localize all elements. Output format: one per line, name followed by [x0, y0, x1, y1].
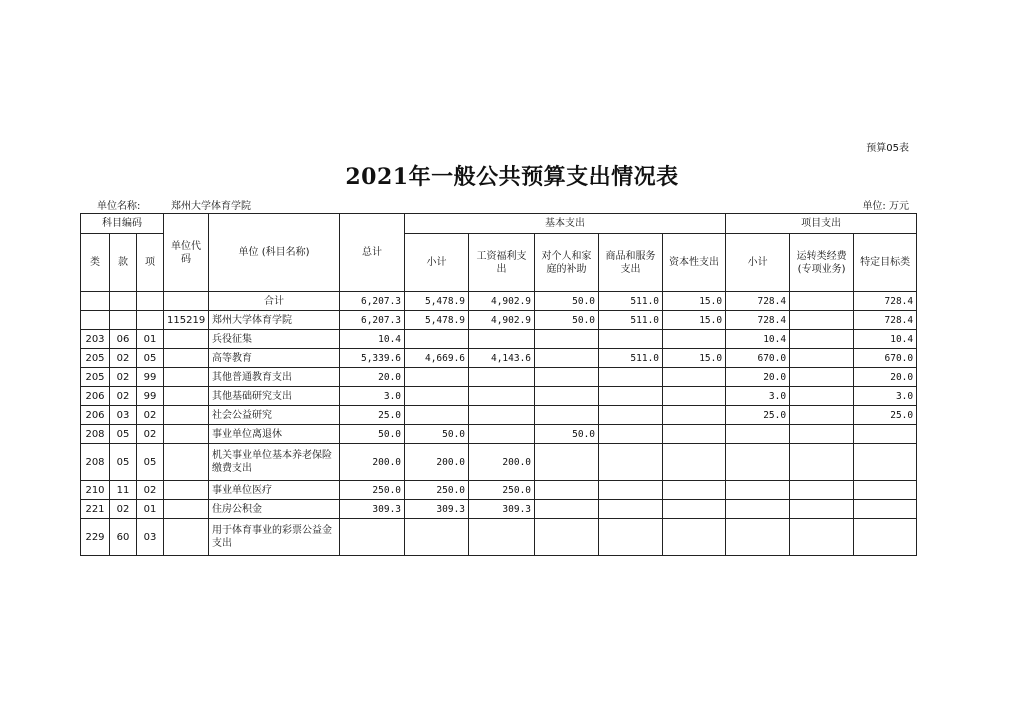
- cell-xiang: 01: [137, 330, 164, 349]
- cell-kuan: 03: [110, 406, 137, 425]
- cell-name: 合计: [209, 292, 340, 311]
- header-unit-code: 单位代码: [164, 214, 209, 292]
- cell-project-subtotal: 728.4: [726, 311, 790, 330]
- cell-basic-subtotal: [405, 519, 469, 556]
- table-row: [81, 330, 917, 349]
- cell-salary: [469, 425, 535, 444]
- cell-unit-code: [164, 481, 209, 500]
- cell-lei: 221: [81, 500, 110, 519]
- cell-salary: [469, 330, 535, 349]
- cell-lei: 205: [81, 368, 110, 387]
- cell-salary: [469, 368, 535, 387]
- cell-goods: [599, 406, 663, 425]
- cell-lei: 203: [81, 330, 110, 349]
- cell-salary: [469, 519, 535, 556]
- cell-capital: [663, 406, 726, 425]
- cell-personal: [535, 444, 599, 481]
- cell-salary: 200.0: [469, 444, 535, 481]
- cell-name: 用于体育事业的彩票公益金支出: [209, 519, 340, 556]
- cell-capital: [663, 387, 726, 406]
- cell-kuan: 05: [110, 425, 137, 444]
- cell-kuan: 02: [110, 387, 137, 406]
- cell-personal: 50.0: [535, 425, 599, 444]
- page-title: 2021年一般公共预算支出情况表: [345, 164, 679, 190]
- cell-salary: 309.3: [469, 500, 535, 519]
- cell-name: 机关事业单位基本养老保险缴费支出: [209, 444, 340, 481]
- cell-operation: [790, 406, 854, 425]
- cell-lei: 205: [81, 349, 110, 368]
- cell-goods: [599, 368, 663, 387]
- cell-salary: [469, 387, 535, 406]
- cell-total: 3.0: [340, 387, 405, 406]
- cell-operation: [790, 387, 854, 406]
- cell-capital: [663, 444, 726, 481]
- cell-special: [854, 481, 917, 500]
- cell-kuan: 02: [110, 349, 137, 368]
- cell-unit-code: [164, 330, 209, 349]
- money-unit: 单位: 万元: [862, 201, 909, 212]
- cell-kuan: 11: [110, 481, 137, 500]
- cell-personal: [535, 330, 599, 349]
- cell-goods: [599, 500, 663, 519]
- table-row: [81, 387, 917, 406]
- cell-xiang: [137, 292, 164, 311]
- cell-name: 社会公益研究: [209, 406, 340, 425]
- cell-total: 10.4: [340, 330, 405, 349]
- cell-capital: 15.0: [663, 311, 726, 330]
- cell-name: 事业单位离退休: [209, 425, 340, 444]
- cell-goods: [599, 481, 663, 500]
- cell-basic-subtotal: 50.0: [405, 425, 469, 444]
- cell-project-subtotal: 10.4: [726, 330, 790, 349]
- header-goods: 商品和服务支出: [599, 234, 663, 292]
- cell-basic-subtotal: [405, 368, 469, 387]
- table-row: [81, 292, 917, 311]
- cell-capital: [663, 330, 726, 349]
- table-row: [81, 500, 917, 519]
- cell-lei: 210: [81, 481, 110, 500]
- cell-special: [854, 519, 917, 556]
- header-kuan: 款: [110, 234, 137, 292]
- cell-xiang: [137, 311, 164, 330]
- cell-goods: [599, 330, 663, 349]
- cell-goods: 511.0: [599, 311, 663, 330]
- cell-name: 高等教育: [209, 349, 340, 368]
- cell-lei: [81, 311, 110, 330]
- cell-capital: [663, 368, 726, 387]
- cell-salary: [469, 406, 535, 425]
- cell-project-subtotal: [726, 519, 790, 556]
- cell-name: 住房公积金: [209, 500, 340, 519]
- cell-xiang: 01: [137, 500, 164, 519]
- cell-salary: 4,143.6: [469, 349, 535, 368]
- cell-name: 其他基础研究支出: [209, 387, 340, 406]
- unit-label: 单位名称:: [97, 201, 141, 212]
- cell-total: 50.0: [340, 425, 405, 444]
- cell-unit-code: [164, 444, 209, 481]
- cell-salary: 4,902.9: [469, 311, 535, 330]
- cell-lei: 208: [81, 425, 110, 444]
- cell-operation: [790, 349, 854, 368]
- header-xiang: 项: [137, 234, 164, 292]
- cell-xiang: 99: [137, 368, 164, 387]
- cell-unit-code: [164, 292, 209, 311]
- cell-personal: [535, 349, 599, 368]
- cell-unit-code: [164, 368, 209, 387]
- cell-kuan: 06: [110, 330, 137, 349]
- table-body: [81, 292, 917, 556]
- cell-lei: 206: [81, 406, 110, 425]
- table-row: [81, 349, 917, 368]
- cell-total: [340, 519, 405, 556]
- header-subject-code: 科目编码: [81, 214, 164, 234]
- cell-basic-subtotal: 5,478.9: [405, 292, 469, 311]
- cell-salary: 4,902.9: [469, 292, 535, 311]
- cell-operation: [790, 444, 854, 481]
- cell-total: 200.0: [340, 444, 405, 481]
- cell-special: [854, 425, 917, 444]
- table-header: [81, 214, 917, 292]
- cell-unit-code: [164, 406, 209, 425]
- header-project: 项目支出: [726, 214, 917, 234]
- cell-operation: [790, 425, 854, 444]
- cell-unit-code: [164, 387, 209, 406]
- cell-operation: [790, 292, 854, 311]
- cell-operation: [790, 481, 854, 500]
- cell-goods: [599, 387, 663, 406]
- header-capital: 资本性支出: [663, 234, 726, 292]
- header-basic-subtotal: 小计: [405, 234, 469, 292]
- cell-project-subtotal: 20.0: [726, 368, 790, 387]
- cell-personal: [535, 481, 599, 500]
- cell-basic-subtotal: [405, 330, 469, 349]
- table-row: [81, 444, 917, 481]
- cell-operation: [790, 519, 854, 556]
- cell-basic-subtotal: 309.3: [405, 500, 469, 519]
- cell-lei: 206: [81, 387, 110, 406]
- cell-total: 5,339.6: [340, 349, 405, 368]
- cell-name: 兵役征集: [209, 330, 340, 349]
- cell-lei: 229: [81, 519, 110, 556]
- form-number: 预算05表: [866, 143, 909, 154]
- cell-basic-subtotal: [405, 387, 469, 406]
- cell-operation: [790, 500, 854, 519]
- cell-unit-code: [164, 500, 209, 519]
- cell-personal: [535, 406, 599, 425]
- cell-special: [854, 444, 917, 481]
- header-salary: 工资福利支出: [469, 234, 535, 292]
- cell-capital: [663, 481, 726, 500]
- unit-name: 郑州大学体育学院: [171, 201, 251, 212]
- cell-project-subtotal: 25.0: [726, 406, 790, 425]
- cell-kuan: [110, 311, 137, 330]
- cell-salary: 250.0: [469, 481, 535, 500]
- cell-basic-subtotal: 5,478.9: [405, 311, 469, 330]
- cell-goods: 511.0: [599, 349, 663, 368]
- cell-capital: 15.0: [663, 349, 726, 368]
- cell-unit-code: [164, 519, 209, 556]
- cell-personal: [535, 519, 599, 556]
- cell-personal: 50.0: [535, 311, 599, 330]
- table-row: [81, 425, 917, 444]
- cell-special: 728.4: [854, 292, 917, 311]
- header-basic: 基本支出: [405, 214, 726, 234]
- cell-basic-subtotal: 200.0: [405, 444, 469, 481]
- cell-special: 25.0: [854, 406, 917, 425]
- cell-project-subtotal: [726, 444, 790, 481]
- cell-special: [854, 500, 917, 519]
- cell-kuan: 05: [110, 444, 137, 481]
- cell-project-subtotal: 3.0: [726, 387, 790, 406]
- cell-operation: [790, 311, 854, 330]
- cell-capital: 15.0: [663, 292, 726, 311]
- cell-unit-code: [164, 425, 209, 444]
- cell-xiang: 03: [137, 519, 164, 556]
- cell-total: 6,207.3: [340, 292, 405, 311]
- header-project-subtotal: 小计: [726, 234, 790, 292]
- cell-lei: 208: [81, 444, 110, 481]
- cell-unit-code: [164, 349, 209, 368]
- cell-personal: 50.0: [535, 292, 599, 311]
- cell-goods: 511.0: [599, 292, 663, 311]
- cell-total: 6,207.3: [340, 311, 405, 330]
- cell-special: 20.0: [854, 368, 917, 387]
- header-total: 总计: [340, 214, 405, 292]
- cell-total: 25.0: [340, 406, 405, 425]
- cell-xiang: 05: [137, 349, 164, 368]
- cell-total: 250.0: [340, 481, 405, 500]
- cell-name: 其他普通教育支出: [209, 368, 340, 387]
- header-operation: 运转类经费(专项业务): [790, 234, 854, 292]
- table-row: [81, 406, 917, 425]
- cell-project-subtotal: [726, 425, 790, 444]
- cell-lei: [81, 292, 110, 311]
- cell-project-subtotal: [726, 481, 790, 500]
- cell-kuan: 02: [110, 368, 137, 387]
- cell-basic-subtotal: 250.0: [405, 481, 469, 500]
- cell-capital: [663, 500, 726, 519]
- cell-name: 郑州大学体育学院: [209, 311, 340, 330]
- cell-xiang: 99: [137, 387, 164, 406]
- cell-capital: [663, 519, 726, 556]
- cell-basic-subtotal: [405, 406, 469, 425]
- cell-kuan: 60: [110, 519, 137, 556]
- cell-personal: [535, 500, 599, 519]
- cell-operation: [790, 368, 854, 387]
- table-row: [81, 481, 917, 500]
- cell-kuan: [110, 292, 137, 311]
- header-lei: 类: [81, 234, 110, 292]
- cell-special: 10.4: [854, 330, 917, 349]
- cell-personal: [535, 368, 599, 387]
- cell-kuan: 02: [110, 500, 137, 519]
- cell-xiang: 05: [137, 444, 164, 481]
- cell-xiang: 02: [137, 406, 164, 425]
- cell-goods: [599, 444, 663, 481]
- cell-operation: [790, 330, 854, 349]
- table-row: [81, 519, 917, 556]
- header-unit-subject: 单位 (科目名称): [209, 214, 340, 292]
- cell-total: 20.0: [340, 368, 405, 387]
- header-special: 特定目标类: [854, 234, 917, 292]
- cell-goods: [599, 519, 663, 556]
- cell-personal: [535, 387, 599, 406]
- table-row: [81, 311, 917, 330]
- cell-unit-code: 115219: [164, 311, 209, 330]
- table-row: [81, 368, 917, 387]
- cell-xiang: 02: [137, 425, 164, 444]
- cell-name: 事业单位医疗: [209, 481, 340, 500]
- cell-special: 670.0: [854, 349, 917, 368]
- cell-xiang: 02: [137, 481, 164, 500]
- cell-project-subtotal: 728.4: [726, 292, 790, 311]
- header-personal: 对个人和家庭的补助: [535, 234, 599, 292]
- cell-project-subtotal: 670.0: [726, 349, 790, 368]
- cell-basic-subtotal: 4,669.6: [405, 349, 469, 368]
- cell-total: 309.3: [340, 500, 405, 519]
- cell-special: 728.4: [854, 311, 917, 330]
- cell-project-subtotal: [726, 500, 790, 519]
- budget-table: [80, 213, 917, 556]
- cell-goods: [599, 425, 663, 444]
- cell-capital: [663, 425, 726, 444]
- cell-special: 3.0: [854, 387, 917, 406]
